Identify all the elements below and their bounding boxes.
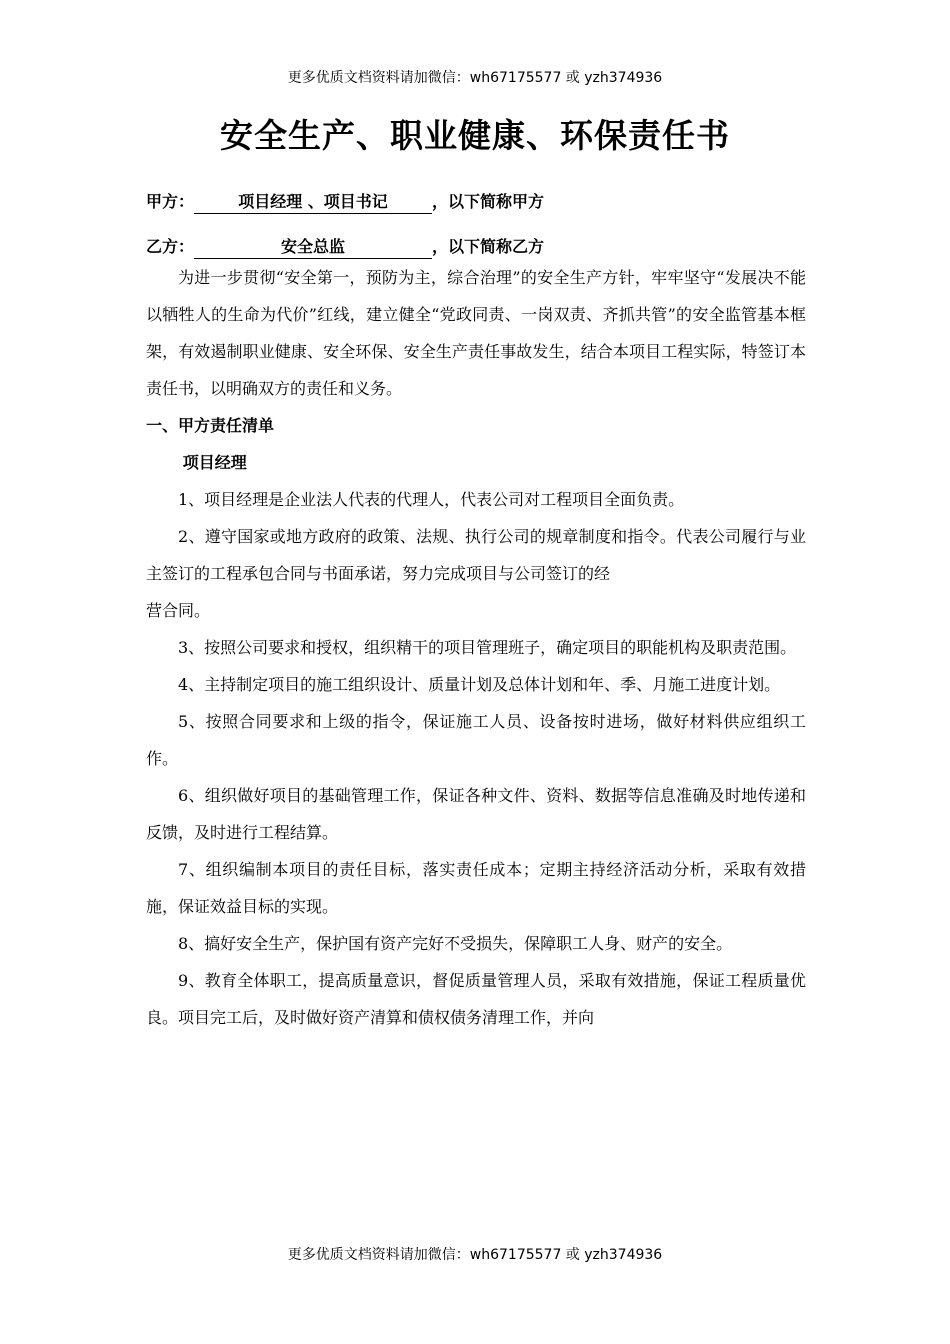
- list-item: 6、组织做好项目的基础管理工作，保证各种文件、资料、数据等信息准确及时地传递和反馈，及时进行工程结算。: [146, 786, 806, 842]
- list-item: 3、按照公司要求和授权，组织精干的项目管理班子，确定项目的职能机构及职责范围。: [178, 638, 797, 657]
- subsection-heading: 项目经理: [182, 453, 247, 472]
- intro-paragraph: 为进一步贯彻“安全第一，预防为主，综合治理”的安全生产方针，牢牢坚守“发展决不能以牺牲人的生命为代价”红线，建立健全“党政同责、一岗双责、齐抓共管”的安全监管基本框架，有效遏制职业健康、安全环保、安全生产责任事故发生，结合本项目工程实际，特签订本责任书，以明确双方的责任和义务。: [146, 268, 806, 398]
- page-header: 更多优质文档资料请加微信：wh67175577 或 yzh374936: [287, 70, 663, 86]
- list-item: 4、主持制定项目的施工组织设计、质量计划及总体计划和年、季、月施工进度计划。: [178, 675, 781, 694]
- party-b-value: 安全总监: [194, 236, 432, 259]
- party-a-value: 项目经理 、项目书记: [194, 191, 432, 214]
- list-item: 1、项目经理是企业法人代表的代理人，代表公司对工程项目全面负责。: [178, 490, 685, 509]
- document-title: 安全生产、职业健康、环保责任书: [220, 116, 730, 155]
- list-item-continuation: 营合同。: [146, 601, 211, 620]
- list-item: 7、组织编制本项目的责任目标，落实责任成本；定期主持经济活动分析，采取有效措施，保证效益目标的实现。: [146, 860, 806, 916]
- party-b-suffix: ，以下简称乙方: [432, 237, 545, 256]
- party-b-label: 乙方：: [146, 237, 195, 256]
- party-b-line: [146, 235, 544, 259]
- section-heading: 一、甲方责任清单: [146, 416, 275, 435]
- party-a-suffix: ，以下简称甲方: [432, 192, 545, 211]
- party-a-label: 甲方：: [146, 192, 195, 211]
- list-item: 2、遵守国家或地方政府的政策、法规、执行公司的规章制度和指令。代表公司履行与业主签订的工程承包合同与书面承诺，努力完成项目与公司签订的经: [146, 527, 806, 583]
- party-a-line: [146, 190, 544, 214]
- list-item: 9、教育全体职工，提高质量意识，督促质量管理人员，采取有效措施，保证工程质量优良。项目完工后，及时做好资产清算和债权债务清理工作，并向: [146, 971, 806, 1027]
- page-footer: 更多优质文档资料请加微信：wh67175577 或 yzh374936: [287, 1247, 663, 1263]
- list-item: 8、搞好安全生产，保护国有资产完好不受损失，保障职工人身、财产的安全。: [178, 934, 733, 953]
- list-item: 5、按照合同要求和上级的指令，保证施工人员、设备按时进场，做好材料供应组织工作。: [146, 712, 806, 768]
- document-body: [146, 259, 806, 1036]
